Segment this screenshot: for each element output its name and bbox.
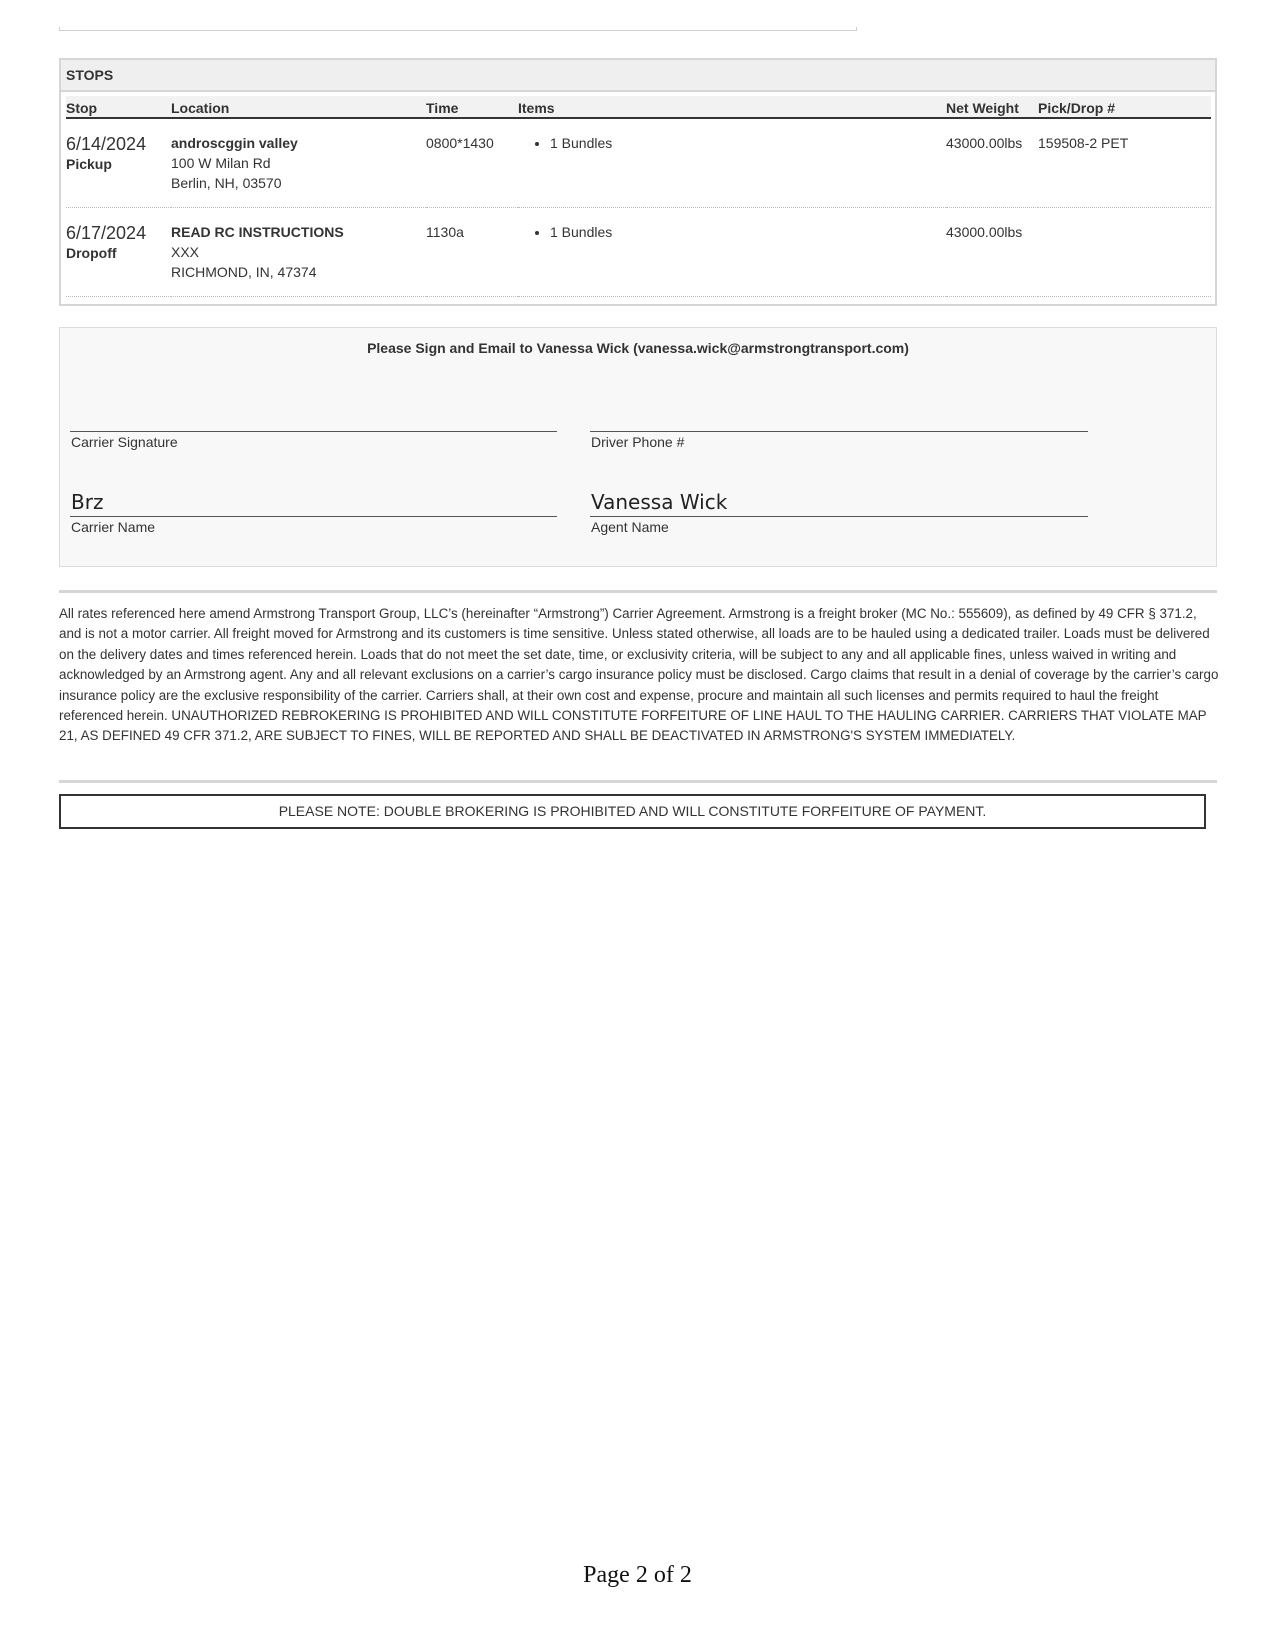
net-weight-cell: 43000.00lbs [946,208,1038,297]
location-cell [171,208,426,297]
agent-name-line [590,516,1088,517]
time-cell: 1130a [426,208,518,297]
column-header-stop: Stop [66,96,171,118]
column-header-time: Time [426,96,518,118]
driver-phone-label: Driver Phone # [591,434,685,450]
net-weight-cell: 43000.00lbs [946,118,1038,208]
divider [59,590,1217,593]
stop-date: 6/17/2024 [66,223,147,243]
stop-cell [66,208,171,297]
column-header-net-weight: Net Weight [946,96,1038,118]
signature-panel [59,327,1217,567]
location-name: androscggin valley [171,135,298,151]
stop-cell [66,118,171,208]
agent-name-value: Vanessa Wick [591,490,728,514]
stop-date: 6/14/2024 [66,134,147,154]
list-item: • 1 Bundles [550,133,946,153]
stop-type: Pickup [66,156,112,172]
items-cell [518,208,946,297]
location-cell [171,118,426,208]
time-cell: 0800*1430 [426,118,518,208]
agent-name-label: Agent Name [591,519,669,535]
items-cell [518,118,946,208]
list-item: • 1 Bundles [550,222,946,242]
stops-panel [59,58,1217,306]
carrier-signature-line[interactable] [70,431,557,432]
column-header-location: Location [171,96,426,118]
location-address-line2: RICHMOND, IN, 47374 [171,264,317,280]
table-row [66,118,1211,208]
signature-instructions: Please Sign and Email to Vanessa Wick (vanessa.wick@armstrongtransport.com) [367,340,909,356]
legal-disclaimer: All rates referenced here amend Armstrong Transport Group, LLC’s (hereinafter “Armstrong”) Carrier Agreement. Armstrong is a freight broker (MC No.: 555609), as defined by 49 CFR § 371.2, and is not a motor carrier. All freight moved for Armstrong and its customers is time sensitive. Unless stated otherwise, all loads are to be hauled using a dedicated trailer. Loads must be delivered on the delivery dates and times referenced herein. Loads that do not meet the set date, time, or exclusivity criteria, will be subject to any and all applicable fines, unless waived in writing and acknowledged by an Armstrong agent. Any and all relevant exclusions on a carrier’s cargo insurance policy must be disclosed. Cargo claims that result in a denial of coverage by the carrier’s cargo insurance policy are the exclusive responsibility of the carrier. Carriers shall, at their own cost and expense, procure and maintain all such licenses and permits required to haul the freight referenced herein. UNAUTHORIZED REBROKERING IS PROHIBITED AND WILL CONSTITUTE FORFEITURE OF LINE HAUL TO THE HAULING CARRIER. CARRIERS THAT VIOLATE MAP 21, AS DEFINED 49 CFR 371.2, ARE SUBJECT TO FINES, WILL BE REPORTED AND SHALL BE DEACTIVATED IN ARMSTRONG'S SYSTEM IMMEDIATELY. [59,606,1219,744]
pick-drop-cell [1038,208,1211,297]
driver-phone-line[interactable] [590,431,1088,432]
location-name: READ RC INSTRUCTIONS [171,224,344,240]
table-row [66,208,1211,297]
stop-type: Dropoff [66,245,117,261]
carrier-name-label: Carrier Name [71,519,156,535]
divider [59,780,1217,783]
carrier-name-value: Brz [71,490,104,514]
carrier-signature-label: Carrier Signature [71,434,178,450]
items-list [518,222,946,242]
location-address-line2: Berlin, NH, 03570 [171,175,282,191]
double-brokering-notice: PLEASE NOTE: DOUBLE BROKERING IS PROHIBITED AND WILL CONSTITUTE FORFEITURE OF PAYMENT. [59,794,1206,829]
items-list [518,133,946,153]
column-header-items: Items [518,96,946,118]
page-number: Page 2 of 2 [583,1562,692,1588]
column-header-pick-drop: Pick/Drop # [1038,96,1211,118]
pick-drop-cell: 159508-2 PET [1038,118,1211,208]
location-address-line1: XXX [171,244,200,260]
location-address-line1: 100 W Milan Rd [171,155,271,171]
carrier-name-line [70,516,557,517]
stops-table [66,96,1211,297]
previous-section-bottom-border [59,27,857,31]
stops-section-title: STOPS [61,60,1215,92]
stops-table-header-row [66,96,1211,118]
